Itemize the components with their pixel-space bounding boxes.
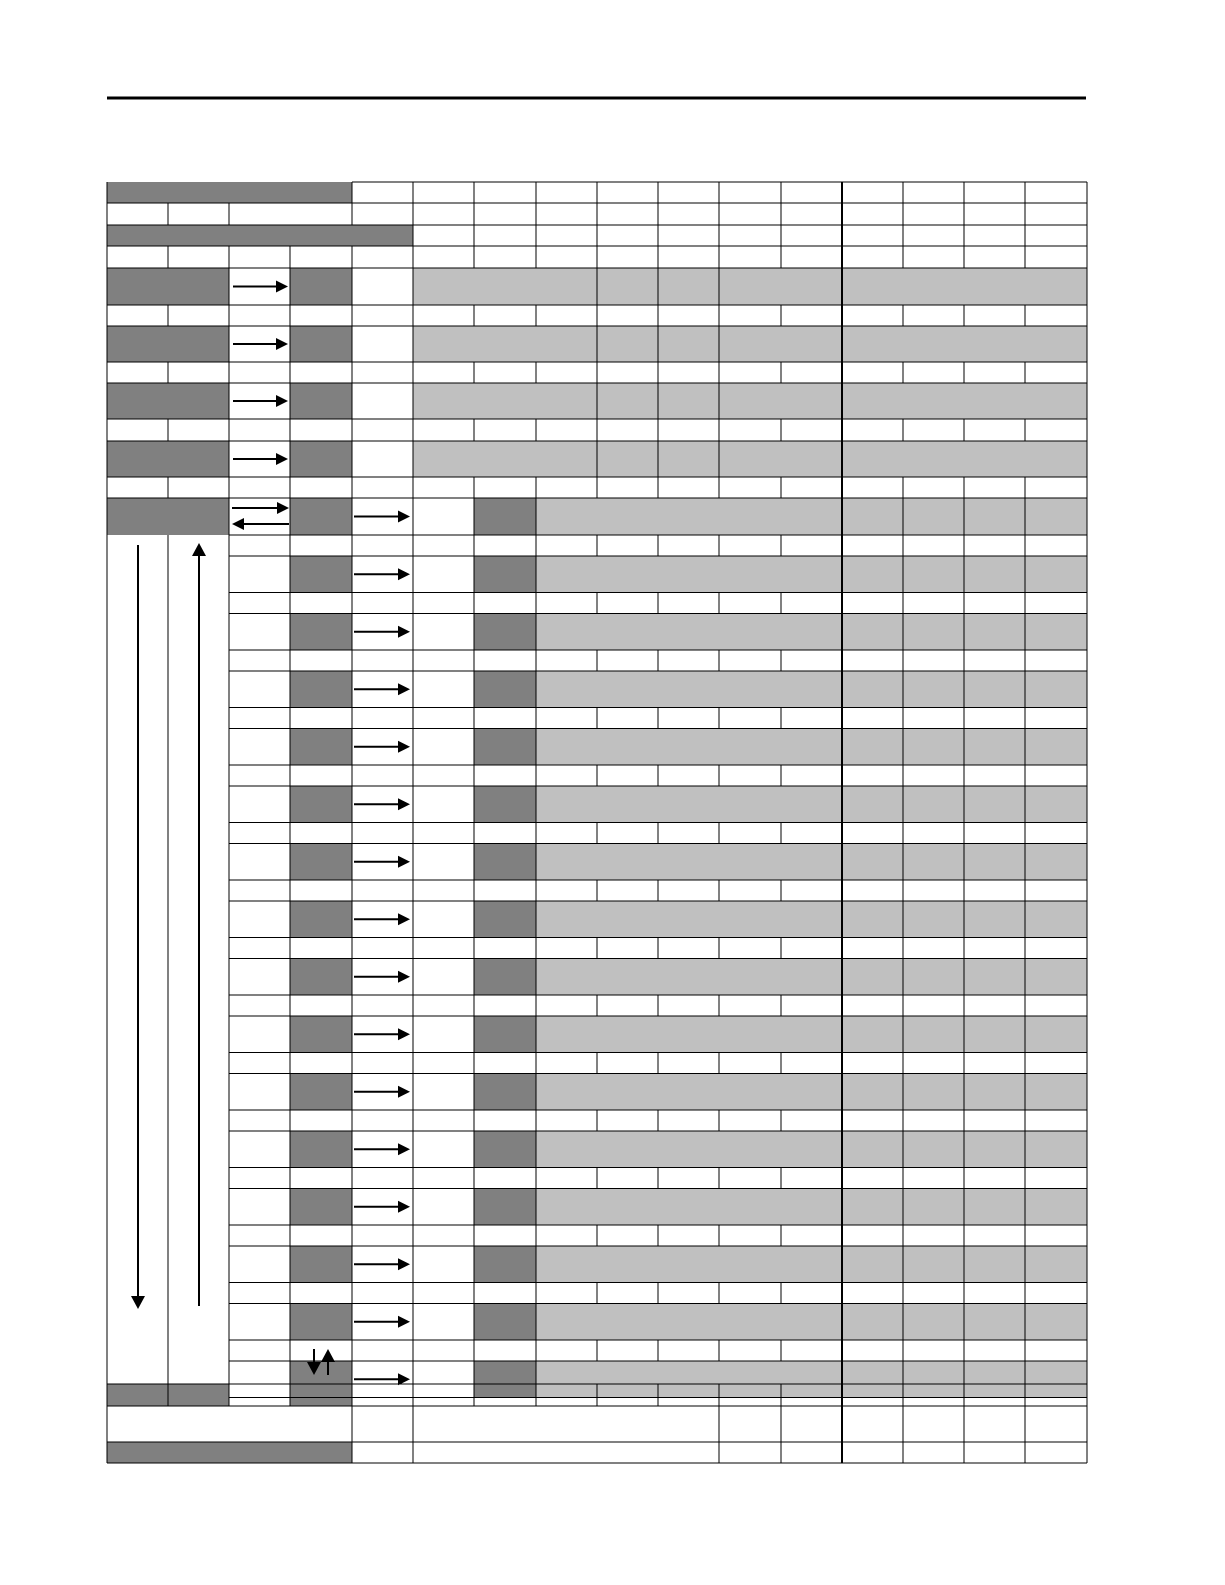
sequence-state-shaded-cell bbox=[290, 959, 352, 996]
sequence-output-shaded-cell bbox=[474, 729, 536, 766]
sequence-signal-band bbox=[536, 1189, 1087, 1226]
footer-shaded-cell bbox=[290, 1384, 352, 1406]
sequence-output-shaded-cell bbox=[474, 786, 536, 823]
sequence-state-shaded-cell bbox=[290, 1131, 352, 1168]
step-signal-band bbox=[413, 268, 1087, 305]
sequence-signal-band bbox=[536, 1074, 1087, 1111]
step-label-shaded-cell bbox=[107, 268, 229, 305]
right-arrow-icon bbox=[398, 798, 410, 810]
sequence-state-shaded-cell bbox=[290, 786, 352, 823]
sequence-signal-band bbox=[536, 1016, 1087, 1053]
step-signal-band bbox=[413, 441, 1087, 477]
right-arrow-icon bbox=[398, 511, 410, 523]
step-signal-band bbox=[413, 383, 1087, 419]
step-label-shaded-cell bbox=[107, 326, 229, 362]
right-arrow-icon bbox=[277, 502, 289, 514]
sequence-signal-band bbox=[536, 498, 1087, 535]
sequence-output-shaded-cell bbox=[474, 1016, 536, 1053]
right-arrow-icon bbox=[276, 453, 288, 465]
sequence-state-shaded-cell bbox=[290, 614, 352, 651]
sequence-state-shaded-cell bbox=[290, 1246, 352, 1283]
step-state-shaded-cell bbox=[290, 383, 352, 419]
right-arrow-icon bbox=[398, 568, 410, 580]
sequence-output-shaded-cell bbox=[474, 1189, 536, 1226]
header-shaded-cell bbox=[107, 182, 352, 203]
sequence-state-shaded-cell bbox=[290, 498, 352, 535]
right-arrow-icon bbox=[398, 683, 410, 695]
sequence-signal-band bbox=[536, 959, 1087, 996]
sequence-output-shaded-cell bbox=[474, 1361, 536, 1398]
sequence-output-shaded-cell bbox=[474, 1074, 536, 1111]
sequence-signal-band bbox=[536, 671, 1087, 708]
sequence-output-shaded-cell bbox=[474, 901, 536, 938]
step-signal-band bbox=[413, 326, 1087, 362]
sequence-output-shaded-cell bbox=[474, 959, 536, 996]
right-arrow-icon bbox=[276, 338, 288, 350]
sequence-signal-band bbox=[536, 786, 1087, 823]
sequence-signal-band bbox=[536, 901, 1087, 938]
sequence-label-shaded-cell bbox=[107, 498, 229, 535]
sequence-state-shaded-cell bbox=[290, 1016, 352, 1053]
sequence-signal-band bbox=[536, 556, 1087, 593]
up-arrow-icon bbox=[321, 1349, 335, 1362]
sequence-output-shaded-cell bbox=[474, 1304, 536, 1341]
step-state-shaded-cell bbox=[290, 441, 352, 477]
right-arrow-icon bbox=[398, 856, 410, 868]
sequence-state-shaded-cell bbox=[290, 901, 352, 938]
sequence-signal-band bbox=[536, 614, 1087, 651]
right-arrow-icon bbox=[398, 741, 410, 753]
sequence-signal-band bbox=[536, 1131, 1087, 1168]
header-shaded-cell bbox=[107, 225, 413, 246]
right-arrow-icon bbox=[398, 1143, 410, 1155]
step-label-shaded-cell bbox=[107, 383, 229, 419]
sequence-output-shaded-cell bbox=[474, 1131, 536, 1168]
sequence-output-shaded-cell bbox=[474, 844, 536, 881]
step-label-shaded-cell bbox=[107, 441, 229, 477]
right-arrow-icon bbox=[398, 1086, 410, 1098]
right-arrow-icon bbox=[398, 1316, 410, 1328]
sequence-signal-band bbox=[536, 729, 1087, 766]
sequence-state-shaded-cell bbox=[290, 844, 352, 881]
left-arrow-icon bbox=[232, 518, 244, 530]
right-arrow-icon bbox=[276, 281, 288, 293]
sequence-output-shaded-cell bbox=[474, 614, 536, 651]
step-state-shaded-cell bbox=[290, 268, 352, 305]
sequence-state-shaded-cell bbox=[290, 1189, 352, 1226]
right-arrow-icon bbox=[398, 626, 410, 638]
up-arrow-icon bbox=[192, 543, 206, 556]
sequence-signal-band bbox=[536, 1246, 1087, 1283]
right-arrow-icon bbox=[398, 1258, 410, 1270]
sequence-state-shaded-cell bbox=[290, 671, 352, 708]
step-state-shaded-cell bbox=[290, 326, 352, 362]
sequence-output-shaded-cell bbox=[474, 1246, 536, 1283]
sequence-state-shaded-cell bbox=[290, 556, 352, 593]
sequence-state-shaded-cell bbox=[290, 1074, 352, 1111]
right-arrow-icon bbox=[276, 395, 288, 407]
sequence-output-shaded-cell bbox=[474, 498, 536, 535]
sequence-state-shaded-cell bbox=[290, 1304, 352, 1341]
footer-shaded-cell bbox=[107, 1442, 352, 1463]
sequence-output-shaded-cell bbox=[474, 671, 536, 708]
right-arrow-icon bbox=[398, 971, 410, 983]
right-arrow-icon bbox=[398, 1028, 410, 1040]
sequence-signal-band bbox=[536, 1304, 1087, 1341]
right-arrow-icon bbox=[398, 913, 410, 925]
right-arrow-icon bbox=[398, 1373, 410, 1385]
sequence-output-shaded-cell bbox=[474, 556, 536, 593]
sequence-signal-band bbox=[536, 1361, 1087, 1398]
right-arrow-icon bbox=[398, 1201, 410, 1213]
sequence-state-shaded-cell bbox=[290, 729, 352, 766]
sequence-signal-band bbox=[536, 844, 1087, 881]
down-arrow-icon bbox=[131, 1296, 145, 1309]
